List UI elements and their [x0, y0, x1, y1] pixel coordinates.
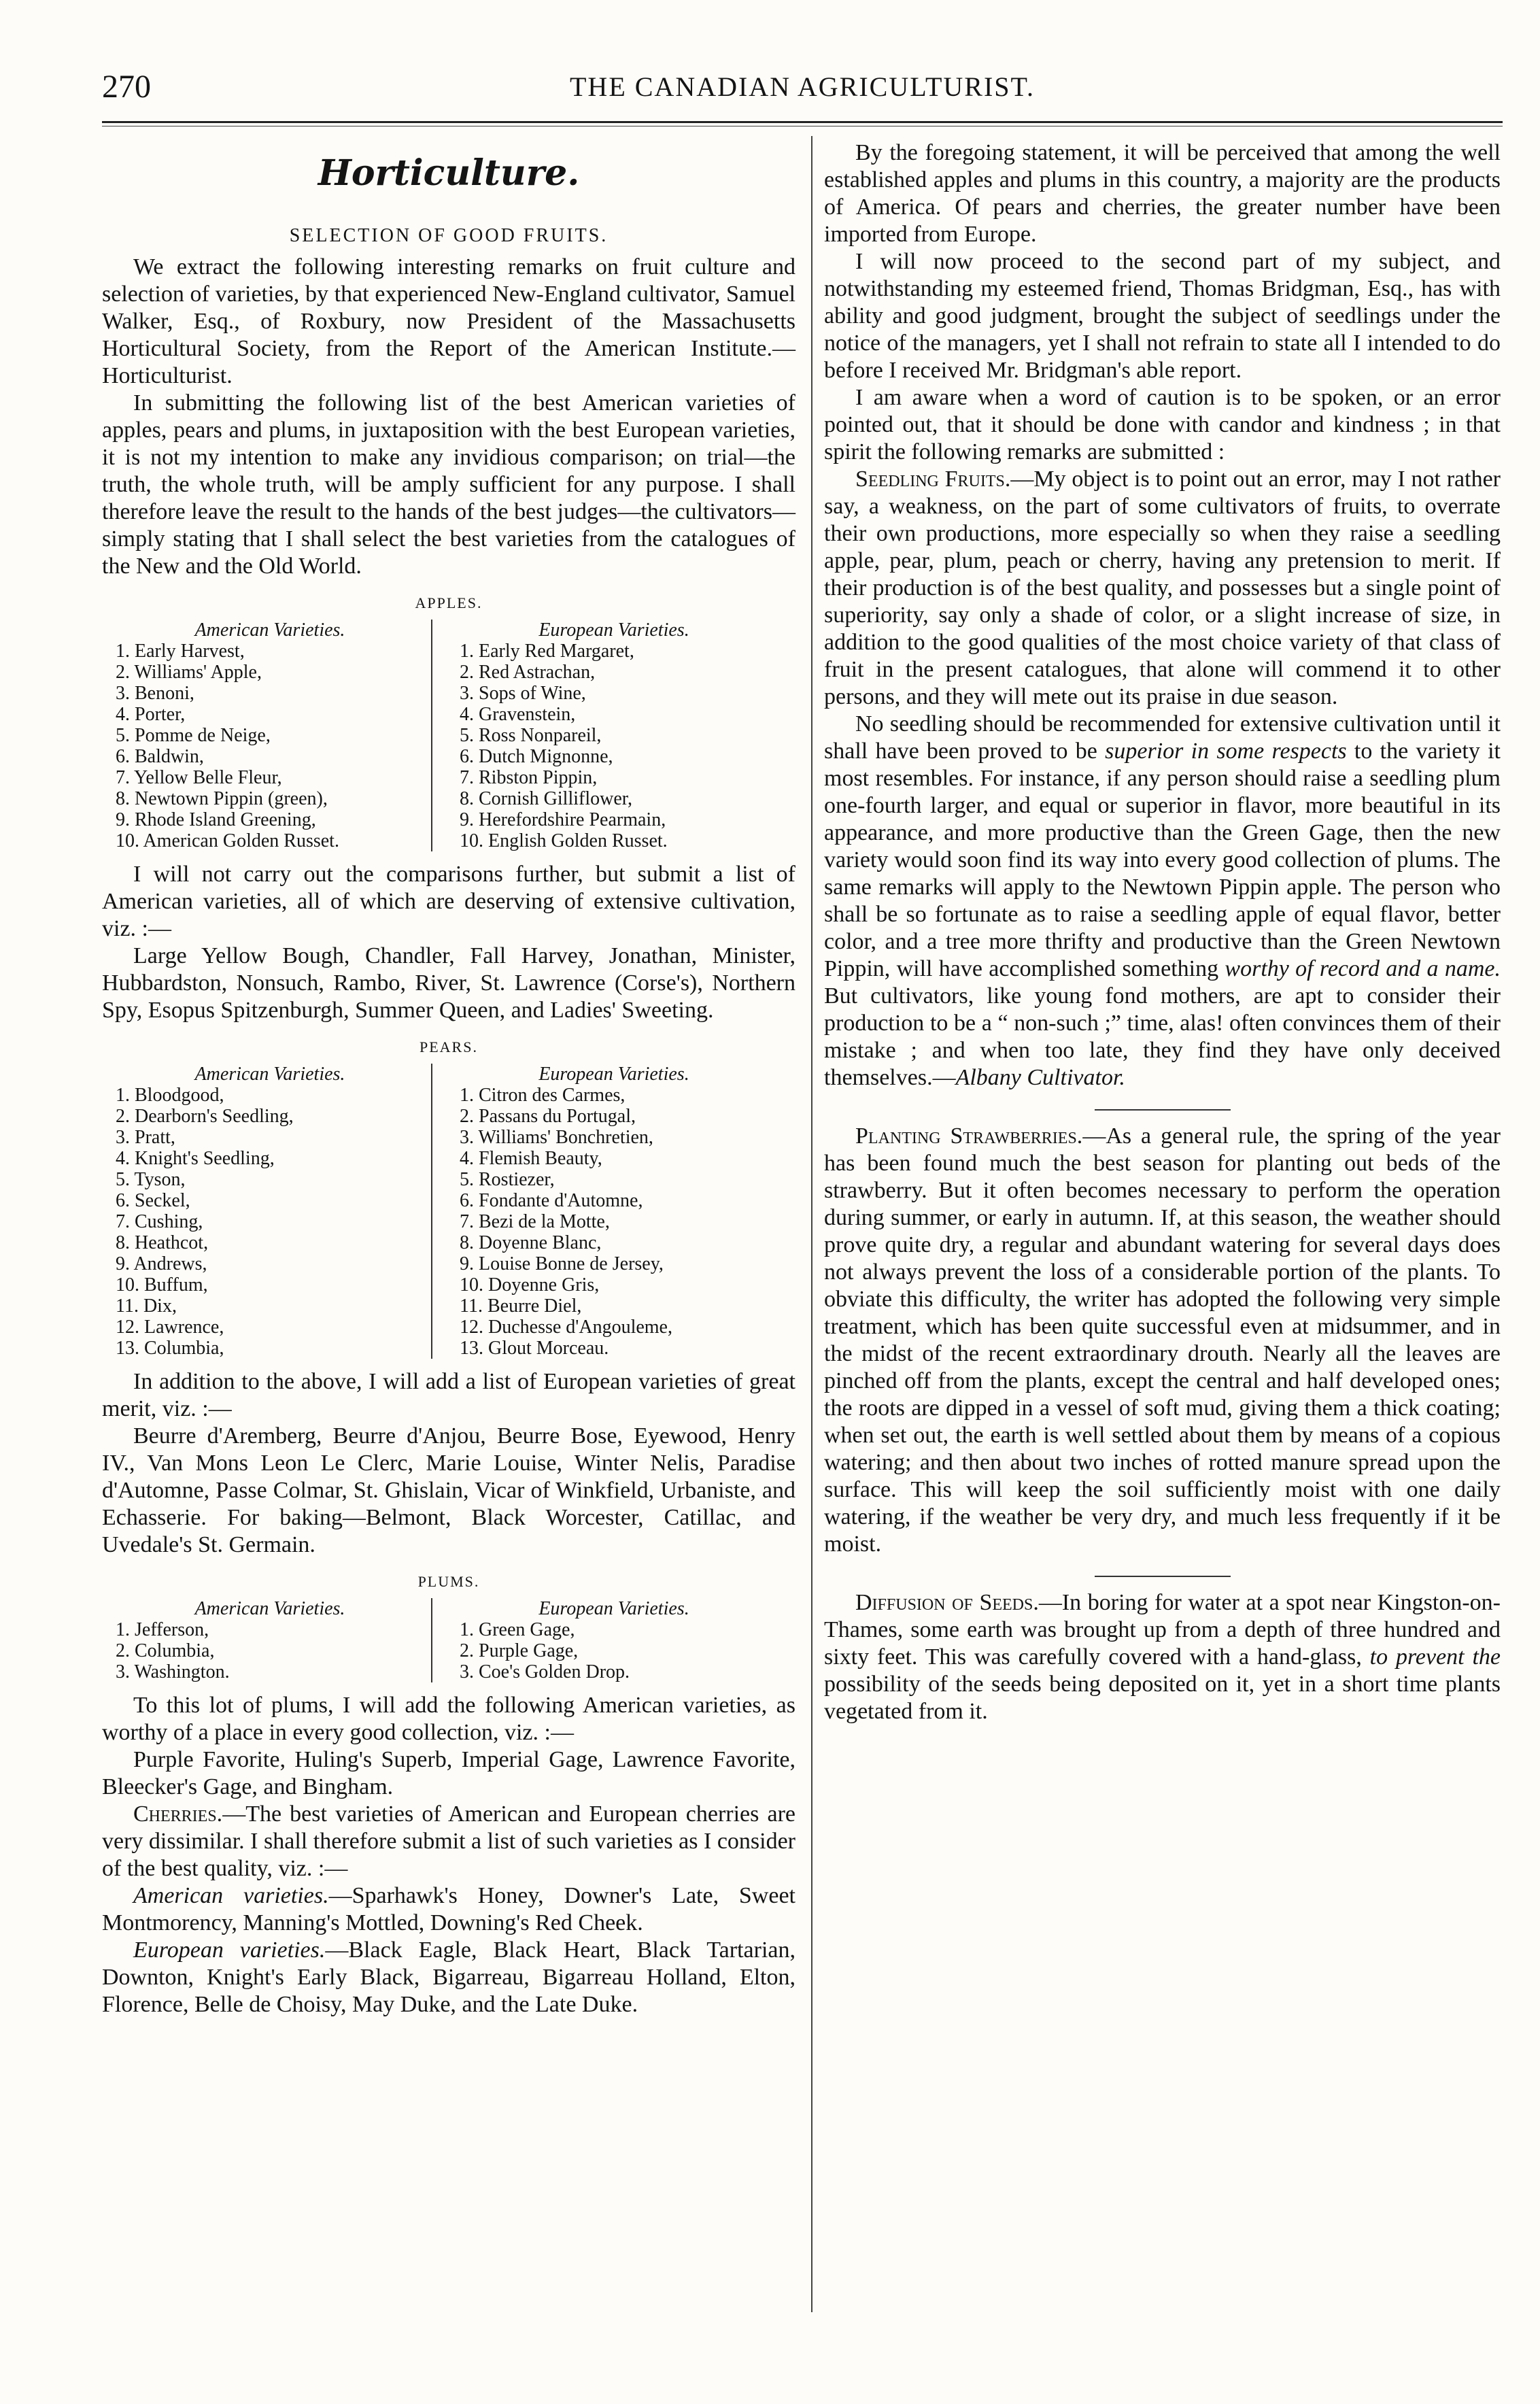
- list-item: 3. Coe's Golden Drop.: [460, 1661, 630, 1682]
- list-item: 2. Purple Gage,: [460, 1640, 579, 1661]
- list-item: 6. Fondante d'Automne,: [460, 1190, 643, 1211]
- plums-european-head: European Varieties.: [538, 1598, 689, 1619]
- list-item: 10. English Golden Russet.: [460, 830, 668, 851]
- list-item: 8. Doyenne Blanc,: [460, 1232, 602, 1253]
- list-item: 4. Porter,: [116, 704, 186, 725]
- seedling-text: —My object is to point out an error, may I not rather say, a weakness, on the part of some cultivators of fruits, to overrate their own productions, more especially so when they raise a seedling apple, pear, plum, peach or cherry, having any pretension to merit. If their production is of the best quality, and possesses but a single point of superiority, say only a shade of color, or a slight increase of size, in addition to the good qualities of the most choice variety of that class of fruit in the present catalogues, that alone will commend it to other persons, and they will mete out its praise in due season.: [824, 467, 1501, 709]
- strawberries-text: —As a general rule, the spring of the year has been found much the best season for planting out beds of the strawberry. But it often becomes necessary to perform the operation during summer, or early in autumn. If, at this season, the weather should prove quite dry, a regular and abundant watering for several days does not always prevent the loss of a considerable portion of the plants. To obviate this difficulty, the writer has adopted the following very simple treatment, which has been quite successful even at midsummer, and in the midst of the recent extraordinary drouth. Nearly all the leaves are pinched off from the plants, except the central and half developed ones; the roots are dipped in a vessel of soft mud, giving them a thick coating; when set out, the earth is well settled about them by means of a copious watering; and then about two inches of rotted manure spread upon the surface. This will keep the soil sufficiently moist with one daily watering, if the weather be very dry, and much less frequently if it be moist.: [824, 1123, 1501, 1557]
- list-item: 5. Rostiezer,: [460, 1169, 555, 1190]
- european-cherries-label: European varieties.: [133, 1937, 326, 1963]
- list-item: 3. Benoni,: [116, 683, 194, 704]
- plums-american-head: American Varieties.: [194, 1598, 345, 1619]
- list-item: 10. American Golden Russet.: [116, 830, 339, 851]
- header-rule: [102, 121, 1503, 123]
- pears-label: PEARS.: [420, 1038, 478, 1055]
- right-column: [824, 139, 1501, 1725]
- paragraph: To this lot of plums, I will add the following American varieties, as worthy of a place in every good collection, viz. :—: [102, 1693, 795, 1745]
- list-item: 4. Knight's Seedling,: [116, 1148, 275, 1169]
- paragraph: Large Yellow Bough, Chandler, Fall Harvey, Jonathan, Minister, Hubbardston, Nonsuch, Rambo, River, St. Lawrence (Corse's), Northern Spy, Esopus Spitzenburgh, Summer Queen, and Ladies' Sweeting.: [102, 943, 795, 1023]
- paragraph: I am aware when a word of caution is to be spoken, or an error pointed out, that it should be done with candor and kindness ; in that spirit the following remarks are submitted :: [824, 385, 1501, 464]
- section-divider: [1095, 1576, 1231, 1577]
- page-header: [102, 68, 1503, 116]
- list-item: 7. Bezi de la Motte,: [460, 1211, 610, 1232]
- column-divider: [811, 136, 812, 2312]
- list-item: 5. Tyson,: [116, 1169, 186, 1190]
- list-item: 1. Citron des Carmes,: [460, 1085, 626, 1106]
- list-item: 7. Cushing,: [116, 1211, 203, 1232]
- list-item: 8. Newtown Pippin (green),: [116, 788, 328, 809]
- paragraph: I will not carry out the comparisons further, but submit a list of American varieties, all of which are deserving of extensive cultivation, viz. :—: [102, 862, 795, 941]
- pears-american-head: American Varieties.: [194, 1064, 345, 1085]
- list-item: 12. Lawrence,: [116, 1317, 224, 1338]
- apples-american-column: [116, 620, 432, 851]
- cherries-label: Cherries.: [133, 1801, 223, 1827]
- list-item: 5. Pomme de Neige,: [116, 725, 271, 746]
- article-heading: SELECTION OF GOOD FRUITS.: [289, 225, 609, 246]
- list-item: 3. Sops of Wine,: [460, 683, 586, 704]
- list-item: 6. Baldwin,: [116, 746, 204, 767]
- apples-european-head: European Varieties.: [538, 620, 689, 641]
- list-item: 13. Columbia,: [116, 1338, 224, 1359]
- text-run: No seedling should be recommended for extensive cultivation until it shall have been proved to be: [824, 711, 1501, 764]
- list-item: 1. Bloodgood,: [116, 1085, 224, 1106]
- american-cherries-text: —Sparhawk's Honey, Downer's Late, Sweet Montmorency, Manning's Mottled, Downing's Red Cheek.: [102, 1883, 795, 1935]
- text-run: to the variety it most resembles. For instance, if any person should raise a seedling plum one-fourth larger, and equal or superior in flavor, more beautiful in its appearance, and more productive than the Green Gage, then the new variety would soon find its way into every good collection of plums. The same remarks will apply to the Newtown Pippin apple. The person who shall be so fortunate as to raise a seedling apple of equal flavor, better color, and a tree more thrifty and productive than the Green Newtown Pippin, will have accomplished something: [824, 739, 1501, 981]
- list-item: 2. Dearborn's Seedling,: [116, 1106, 294, 1127]
- list-item: 7. Yellow Belle Fleur,: [116, 767, 282, 788]
- plums-label: PLUMS.: [417, 1573, 480, 1590]
- list-item: 11. Beurre Diel,: [460, 1296, 582, 1317]
- paragraph-diffusion: [824, 1589, 1501, 1725]
- list-item: 10. Doyenne Gris,: [460, 1274, 600, 1296]
- strawberries-label: Planting Strawberries.: [855, 1123, 1083, 1149]
- left-column: [102, 139, 795, 2018]
- list-item: 6. Dutch Mignonne,: [460, 746, 613, 767]
- section-title: Horticulture.: [318, 152, 580, 194]
- text-run: But cultivators, like young fond mothers, are apt to consider their production to be a “ non-such ;” time, alas! often convinces them of their mistake ; and when too late, they find they have only deceived themselves.—: [824, 983, 1501, 1090]
- pears-european-column: [460, 1064, 768, 1359]
- page-number: 270: [102, 69, 151, 105]
- emphasis: worthy of record and a name.: [1225, 956, 1501, 981]
- text-run: —In boring for water at a spot near Kingston-on-Thames, some earth was brought up from a depth of three hundred and sixty feet. This was carefully covered with a hand-glass,: [824, 1590, 1501, 1670]
- paragraph: In submitting the following list of the best American varieties of apples, pears and plums, in juxtaposition with the best European varieties, it is not my intention to make any invidious comparison; on trial—the truth, the whole truth, will be amply sufficient for any purpose. I shall therefore leave the result to the hands of the best judges—the cultivators—simply stating that I shall select the best varieties from the catalogues of the New and the Old World.: [102, 390, 795, 579]
- paragraph: By the foregoing statement, it will be perceived that among the well established apples and plums in this country, a majority are the products of America. Of pears and cherries, the greater number have been imported from Europe.: [824, 140, 1501, 247]
- pears-european-head: European Varieties.: [538, 1064, 689, 1085]
- pears-table: [116, 1064, 768, 1359]
- list-item: 2. Williams' Apple,: [116, 662, 262, 683]
- list-item: 1. Jefferson,: [116, 1619, 209, 1640]
- apples-table: [116, 620, 768, 851]
- list-item: 1. Green Gage,: [460, 1619, 575, 1640]
- list-item: 3. Washington.: [116, 1661, 230, 1682]
- list-item: 8. Heathcot,: [116, 1232, 209, 1253]
- list-item: 3. Williams' Bonchretien,: [460, 1127, 653, 1148]
- paragraph-seedling: [824, 466, 1501, 711]
- list-item: 9. Louise Bonne de Jersey,: [460, 1253, 664, 1274]
- paragraph-strawberries: [824, 1123, 1501, 1558]
- paragraph: Beurre d'Aremberg, Beurre d'Anjou, Beurre Bose, Eyewood, Henry IV., Van Mons Leon Le Clerc, Marie Louise, Winter Nelis, Paradise d'Automne, Passe Colmar, St. Ghislain, Vicar of Winkfield, Urbaniste, and Echasserie. For baking—Belmont, Black Worcester, Catillac, and Uvedale's St. Germain.: [102, 1423, 795, 1557]
- american-cherries-label: American varieties.: [133, 1883, 329, 1908]
- list-item: 13. Glout Morceau.: [460, 1338, 609, 1359]
- list-item: 4. Flemish Beauty,: [460, 1148, 602, 1169]
- plums-table: [116, 1598, 768, 1682]
- paragraph: Purple Favorite, Huling's Superb, Imperial Gage, Lawrence Favorite, Bleecker's Gage, and Bingham.: [102, 1747, 795, 1799]
- pears-american-column: [116, 1064, 432, 1359]
- list-item: 11. Dix,: [116, 1296, 177, 1317]
- apples-european-column: [460, 620, 768, 851]
- section-divider: [1095, 1109, 1231, 1111]
- plums-european-column: [460, 1598, 768, 1682]
- plums-american-column: [116, 1598, 432, 1682]
- paragraph-american-cherries: [102, 1882, 795, 1937]
- list-item: 10. Buffum,: [116, 1274, 208, 1296]
- list-item: 5. Ross Nonpareil,: [460, 725, 602, 746]
- emphasis: to prevent the: [1369, 1644, 1501, 1670]
- list-item: 9. Andrews,: [116, 1253, 207, 1274]
- text-run: possibility of the seeds being deposited on it, yet in a short time plants vegetated from it.: [824, 1672, 1501, 1724]
- list-item: 2. Red Astrachan,: [460, 662, 596, 683]
- list-item: 4. Gravenstein,: [460, 704, 576, 725]
- apples-label: APPLES.: [415, 594, 483, 611]
- paragraph-cherries: [102, 1801, 795, 1882]
- emphasis: superior in some respects: [1105, 739, 1347, 764]
- paragraph: In addition to the above, I will add a list of European varieties of great merit, viz. :—: [102, 1369, 795, 1421]
- list-item: 12. Duchesse d'Angouleme,: [460, 1317, 672, 1338]
- paragraph: [824, 711, 1501, 1091]
- paragraph-european-cherries: [102, 1937, 795, 2018]
- paragraph: I will now proceed to the second part of my subject, and notwithstanding my esteemed friend, Thomas Bridgman, Esq., has with ability and good judgment, brought the subject of seedlings under the notice of the managers, yet I shall not refrain to state all I intended to do before I received Mr. Bridgman's able report.: [824, 249, 1501, 383]
- list-item: 9. Rhode Island Greening,: [116, 809, 316, 830]
- diffusion-label: Diffusion of Seeds.: [855, 1590, 1039, 1615]
- list-item: 1. Early Harvest,: [116, 641, 245, 662]
- article-intro: We extract the following interesting remarks on fruit culture and selection of varieties, by that experienced New-England cultivator, Samuel Walker, Esq., of Roxbury, now President of the Massachusetts Horticultural Society, from the Report of the American Institute.—Horticulturist.: [102, 254, 795, 388]
- list-item: 2. Columbia,: [116, 1640, 215, 1661]
- apples-american-head: American Varieties.: [194, 620, 345, 641]
- seedling-label: Seedling Fruits.: [855, 467, 1011, 492]
- list-item: 3. Pratt,: [116, 1127, 175, 1148]
- list-item: 6. Seckel,: [116, 1190, 190, 1211]
- list-item: 1. Early Red Margaret,: [460, 641, 634, 662]
- cherries-text: —The best varieties of American and European cherries are very dissimilar. I shall therefore submit a list of such varieties as I consider of the best quality, viz. :—: [102, 1801, 795, 1881]
- list-item: 9. Herefordshire Pearmain,: [460, 809, 666, 830]
- source-attribution: Albany Cultivator.: [955, 1065, 1125, 1090]
- list-item: 2. Passans du Portugal,: [460, 1106, 636, 1127]
- list-item: 8. Cornish Gilliflower,: [460, 788, 632, 809]
- list-item: 7. Ribston Pippin,: [460, 767, 598, 788]
- european-cherries-text: —Black Eagle, Black Heart, Black Tartarian, Downton, Knight's Early Black, Bigarreau, Bigarreau Holland, Elton, Florence, Belle de Choisy, May Duke, and the Late Duke.: [102, 1937, 795, 2017]
- journal-title: THE CANADIAN AGRICULTURIST.: [570, 71, 1035, 102]
